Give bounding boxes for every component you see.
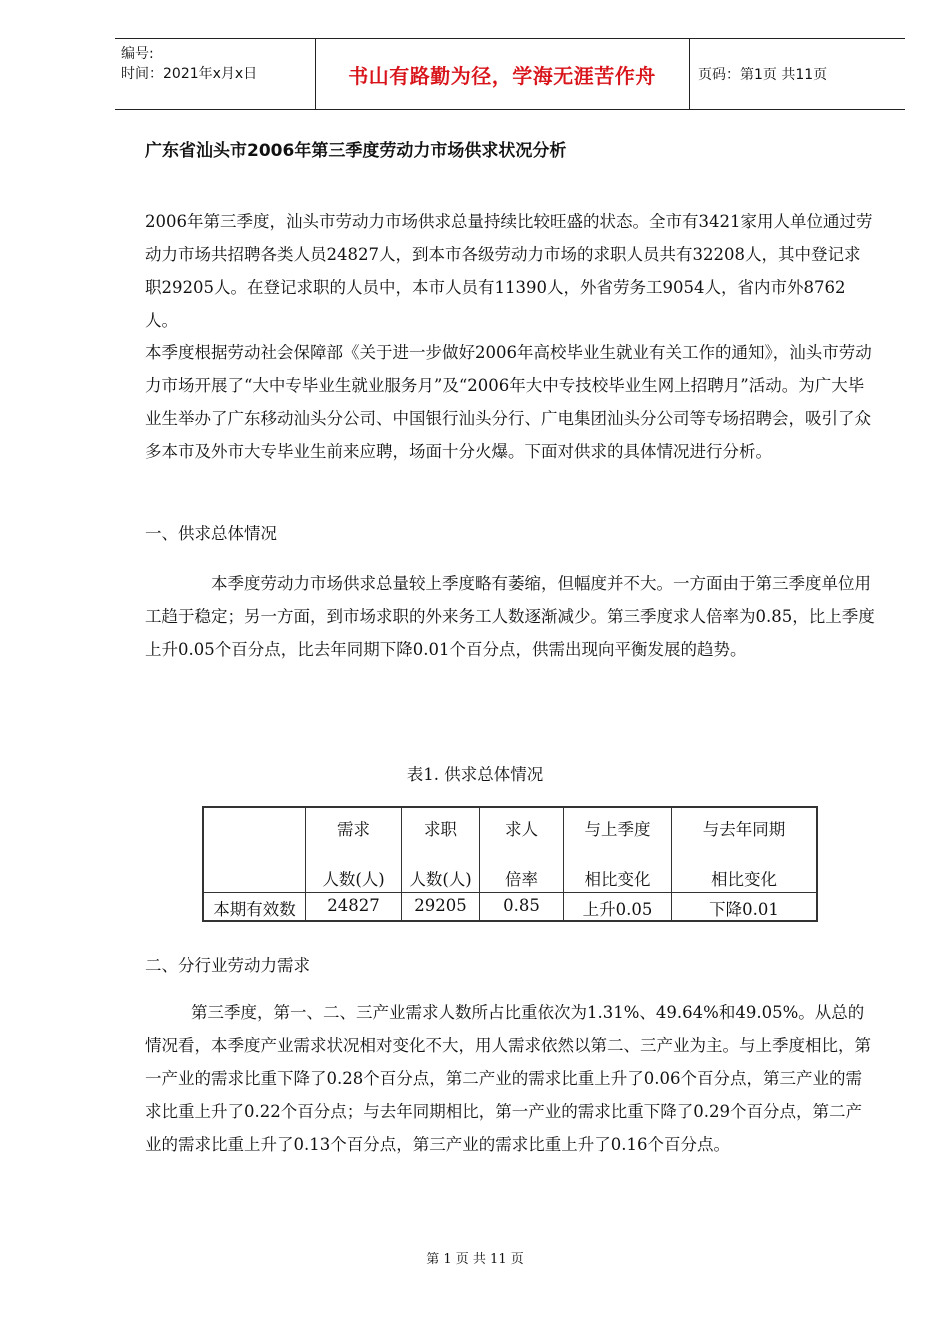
jobseekers-value-cell: 29205 [414,896,467,915]
code-label: 编号: [121,46,154,62]
document-title: 广东省汕头市2006年第三季度劳动力市场供求状况分析 [145,141,567,161]
column-header-bottom: 相比变化 [711,870,777,889]
page-footer: 第 1 页 共 11 页 [426,1252,524,1267]
motto-text: 书山有路勤为径，学海无涯苦作舟 [348,63,656,88]
table-caption: 表1. 供求总体情况 [406,765,544,784]
column-header-top: 与去年同期 [702,820,786,839]
paragraph-activities: 本季度根据劳动社会保障部《关于进一步做好2006年高校毕业生就业有关工作的通知》，汕头市劳动力市场开展了“大中专毕业生就业服务月”及“2006年大中专技校毕业生网上招聘月”活动。为广大毕业生举办了广东移动汕头分公司、中国银行汕头分行、广电集团汕头分公司等专场招聘会，吸引了众多本市及外市大专毕业生前来应聘，场面十分火爆。下面对供求的具体情况进行分析。 [145,343,872,461]
table-column-demand [306,808,402,920]
row-label-cell: 本期有效数 [213,900,296,919]
paragraph-industry: 第三季度，第一、二、三产业需求人数所占比重依次为1.31%、49.64%和49.05%。从总的情况看，本季度产业需求状况相对变化不大，用人需求依然以第二、三产业为主。与上季度相比，第一产业的需求比重下降了0.28个百分点，第二产业的需求比重上升了0.06个百分点，第三产业的需求比重上升了0.22个百分点；与去年同期相比，第一产业的需求比重下降了0.29个百分点，第二产业的需求比重上升了0.13个百分点，第三产业的需求比重上升了0.16个百分点。 [145,1003,871,1154]
vs-last-year-cell: 下降0.01 [709,900,779,919]
header-page-cell [690,39,905,109]
section-heading-overall: 一、供求总体情况 [145,524,277,543]
column-header-top: 求人 [505,820,538,839]
section-heading-industry: 二、分行业劳动力需求 [145,956,310,975]
column-header-top: 与上季度 [584,820,651,839]
demand-value-cell: 24827 [327,896,380,915]
column-header-bottom: 人数(人) [409,870,472,889]
time-label: 时间：2021年x月x日 [121,66,258,82]
column-header-top: 需求 [337,820,370,839]
table-column-jobseekers [402,808,480,920]
vs-last-quarter-cell: 上升0.05 [582,900,653,919]
page-info: 页码：第1页 共11页 [698,67,828,83]
header-meta-cell [115,39,316,109]
table-column-vs-last-year [672,808,816,920]
column-header-bottom: 人数(人) [322,870,385,889]
supply-demand-table [202,806,818,922]
column-header-top: 求职 [424,820,457,839]
column-header-bottom: 倍率 [505,870,538,889]
table-column-vs-last-quarter [564,808,672,920]
paragraph-overall: 本季度劳动力市场供求总量较上季度略有萎缩，但幅度并不大。一方面由于第三季度单位用工趋于稳定；另一方面，到市场求职的外来务工人数逐渐减少。第三季度求人倍率为0.85，比上季度上升0.05个百分点，比去年同期下降0.01个百分点，供需出现向平衡发展的趋势。 [145,574,875,659]
document-header [115,38,905,110]
ratio-value-cell: 0.85 [503,896,540,915]
table-column-ratio [480,808,564,920]
paragraph-intro: 2006年第三季度，汕头市劳动力市场供求总量持续比较旺盛的状态。全市有3421家用人单位通过劳动力市场共招聘各类人员24827人，到本市各级劳动力市场的求职人员共有32208人，其中登记求职29205人。在登记求职的人员中，本市人员有11390人，外省劳务工9054人，省内市外8762人。 [145,212,873,330]
header-motto-cell [315,39,690,109]
column-header-bottom: 相比变化 [584,870,651,889]
table-column-label [204,808,306,920]
